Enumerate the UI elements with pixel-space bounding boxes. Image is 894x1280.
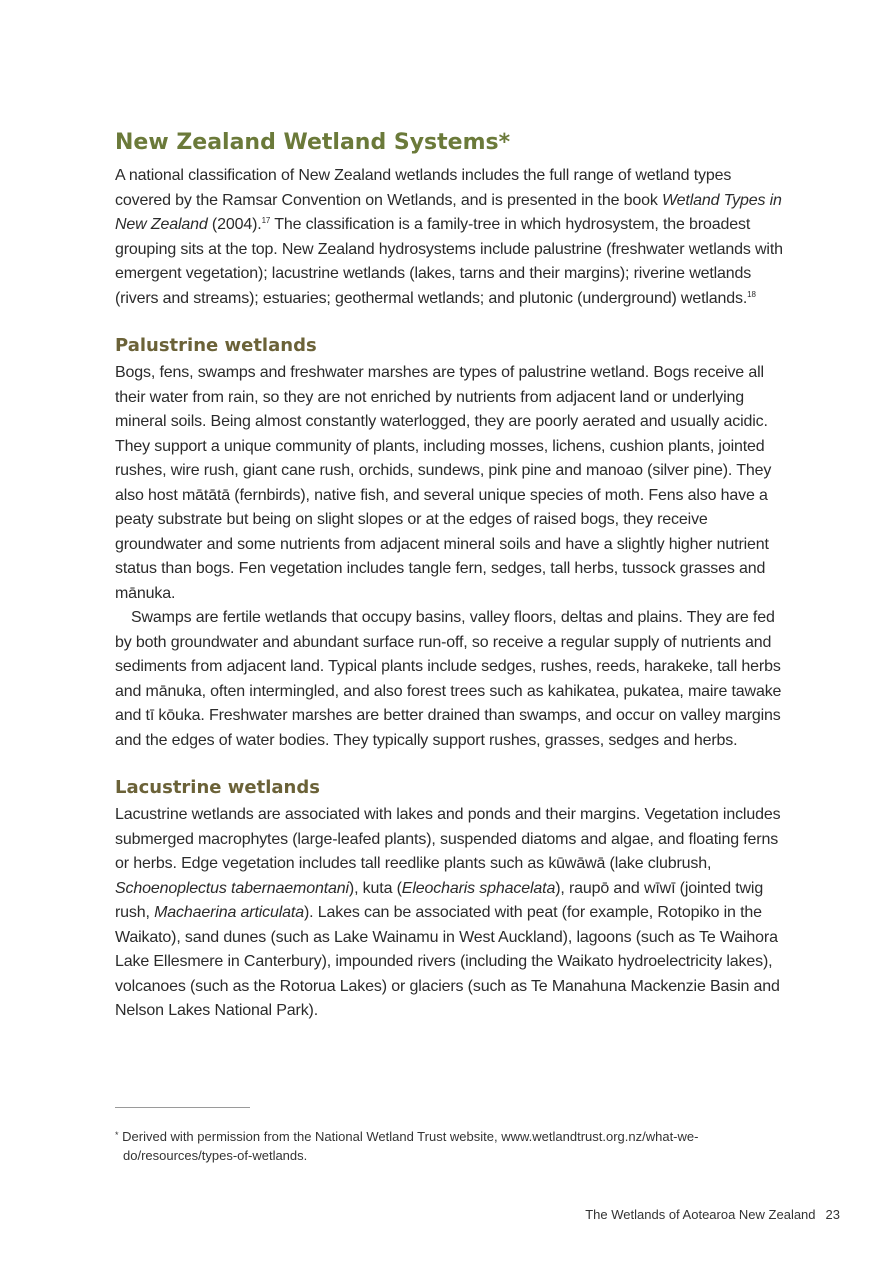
species-name: Schoenoplectus tabernaemontani: [115, 879, 349, 897]
lacustrine-text-2: ), kuta (: [348, 879, 402, 897]
palustrine-paragraph-2: Swamps are fertile wetlands that occupy basins, valley floors, deltas and plains. They are fed by both groundwater and abundant surface run-off, so receive a regular supply of nutrients and sediments from adjacent land. Typical plants include sedges, rushes, reeds, harakeke, tall herbs and mānuka, often intermingled, and also forest trees such as kahikatea, pukatea, maire tawake and tī kōuka. Freshwater marshes are better drained than swamps, and occur on valley margins and the edges of water bodies. They typically support rushes, grasses, sedges and herbs.: [115, 609, 782, 749]
page-title: New Zealand Wetland Systems*: [115, 130, 511, 155]
intro-text-1: A national classification of New Zealand wetlands includes the full range of wetland types covered by the Ramsar Convention on Wetlands, and is presented in the book: [115, 167, 732, 209]
publication-title: The Wetlands of Aotearoa New Zealand: [585, 1207, 816, 1222]
species-name: Machaerina articulata: [154, 904, 304, 921]
lacustrine-heading: Lacustrine wetlands: [115, 777, 320, 798]
footnote: [115, 1126, 793, 1165]
book-title: Wetland Types in New Zealand: [115, 191, 782, 233]
page-footer: [585, 1207, 840, 1222]
intro-paragraph: [115, 164, 787, 311]
reference-18: 18: [747, 289, 756, 299]
footnote-mark: *: [115, 1130, 119, 1140]
page-number: 23: [825, 1207, 840, 1222]
page-body: [115, 128, 787, 1024]
species-name: Eleocharis sphacelata: [401, 879, 556, 897]
lacustrine-paragraph: [115, 803, 787, 1024]
footnote-divider: [115, 1107, 250, 1108]
lacustrine-text-4: ). Lakes can be associated with peat (for example, Rotopiko in the Waikato), sand dunes (such as Lake Wainamu in West Auckland), lagoons (such as Te Waihora Lake Ellesmere in Canterbury), impounded rivers (including the Waikato hydroelectricity lakes), volcanoes (such as the Rotorua Lakes) or glaciers (such as Te Manahuna Mackenzie Basin and Nelson Lakes National Park).: [115, 904, 780, 1019]
lacustrine-text-1: Lacustrine wetlands are associated with lakes and ponds and their margins. Vegetation includes submerged macrophytes (large-leafed plants), suspended diatoms and algae, and floating ferns or herbs. Edge vegetation includes tall reedlike plants such as kūwāwā (lake clubrush,: [115, 806, 781, 872]
lacustrine-text-3: ), raupō and wīwī (jointed twig rush,: [115, 879, 764, 921]
palustrine-paragraph-1: Bogs, fens, swamps and freshwater marshes are types of palustrine wetland. Bogs receive all their water from rain, so they are not enriched by nutrients from adjacent land or underlying mineral soils. Being almost constantly waterlogged, they are poorly aerated and usually acidic. They support a unique community of plants, including mosses, lichens, cushion plants, jointed rushes, wire rush, giant cane rush, orchids, sundews, pink pine and manoao (silver pine). They also host mātātā (fernbirds), native fish, and several unique species of moth. Fens also have a peaty substrate but being on slight slopes or at the edges of raised bogs, they receive groundwater and some nutrients from adjacent mineral soils and have a slightly higher nutrient status than bogs. Fen vegetation includes tangle fern, sedges, tall herbs, tussock grasses and mānuka.: [115, 364, 772, 602]
palustrine-heading: Palustrine wetlands: [115, 335, 317, 356]
intro-text-2: (2004).: [207, 216, 262, 233]
intro-text-3: The classification is a family-tree in which hydrosystem, the broadest grouping sits at the top. New Zealand hydrosystems include palustrine (freshwater wetlands with emergent vegetation); lacustrine wetlands (lakes, tarns and their margins); riverine wetlands (rivers and streams); estuaries; geothermal wetlands; and plutonic (underground) wetlands.: [115, 216, 783, 307]
footnote-text: Derived with permission from the National Wetland Trust website, www.wetlandtrust.org.nz/what-we-do/resources/types-of-wetlands.: [122, 1129, 699, 1163]
reference-17: 17: [261, 216, 271, 225]
